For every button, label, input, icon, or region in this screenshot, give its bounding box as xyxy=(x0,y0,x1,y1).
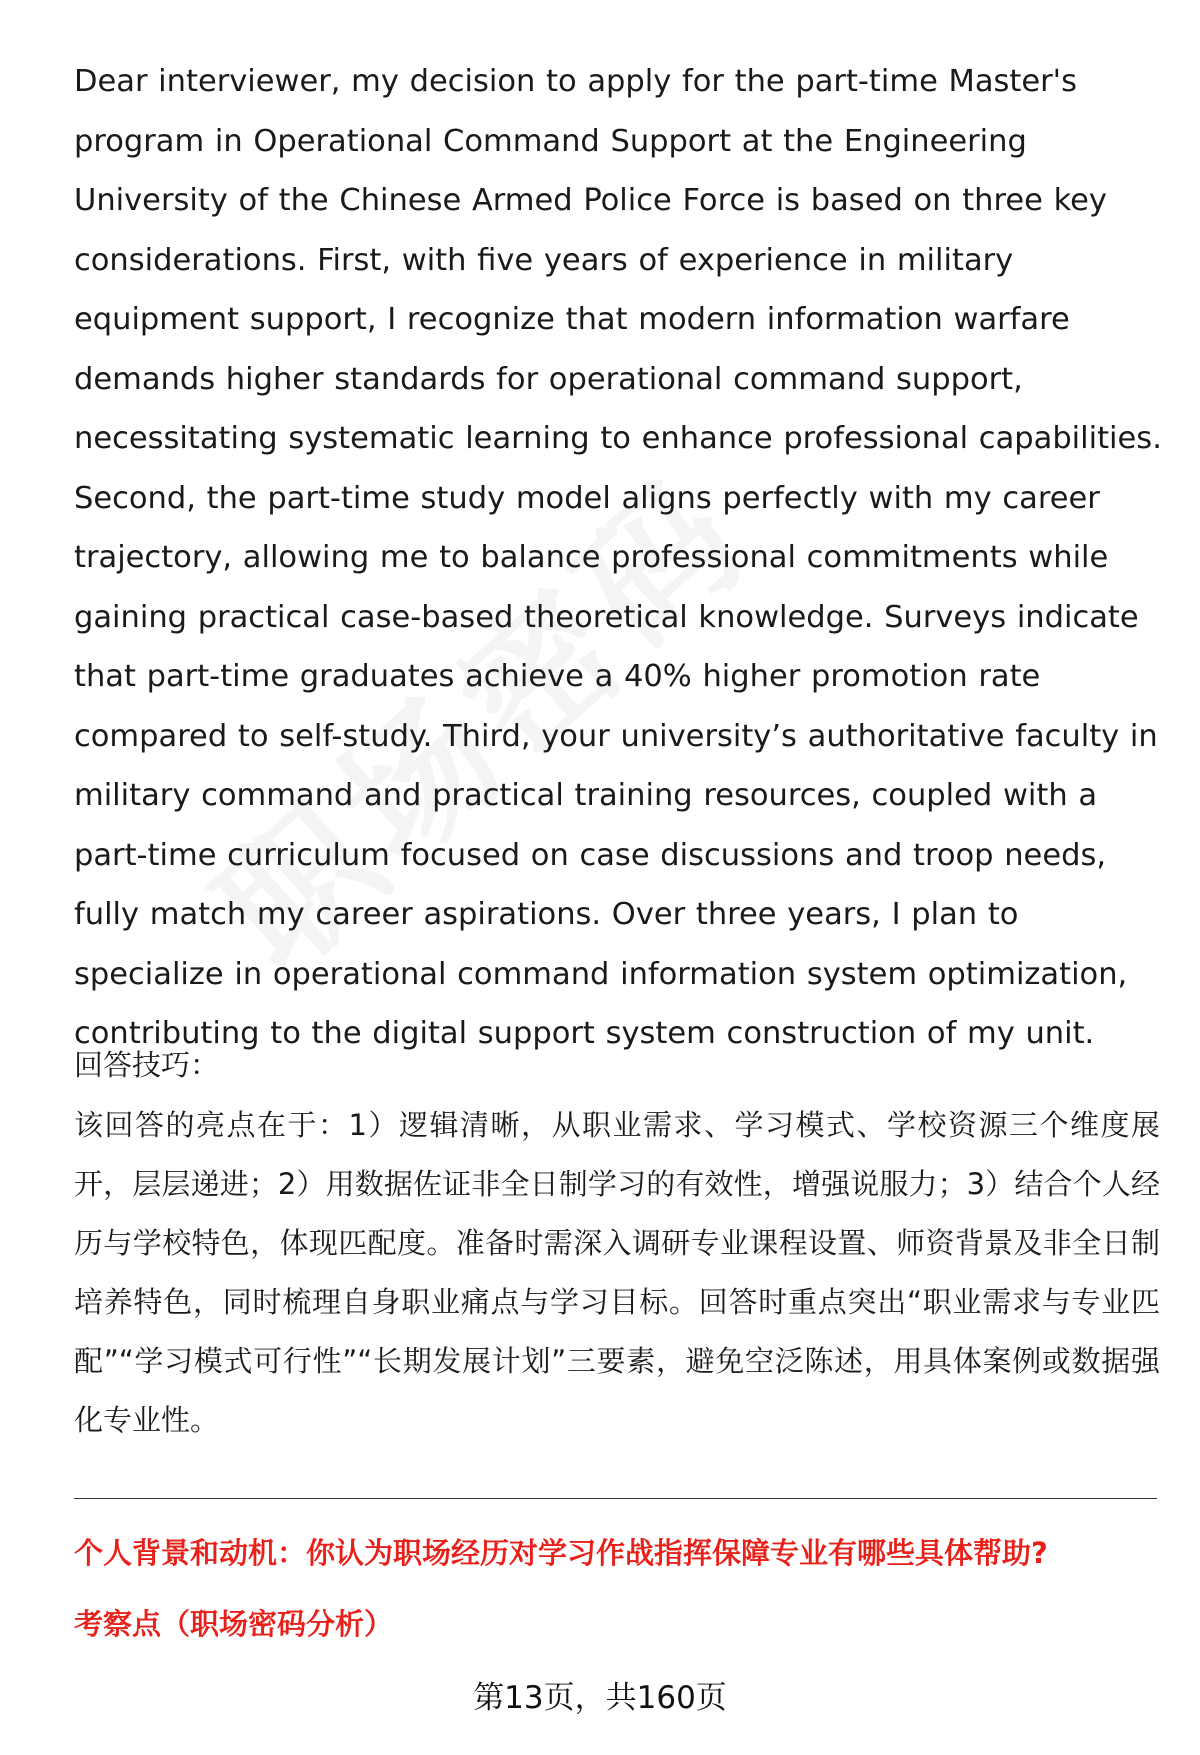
answer-paragraph: Dear interviewer, my decision to apply for the part-time Master's program in Operational Command Support at the Engineering University of the Chinese Armed Police Force is based on three key considerations. First, with five years of experience in military equipment support, I recognize that modern information warfare demands higher standards for operational command support, necessitating systematic learning to enhance professional capabilities. Second, the part-time study model aligns perfectly with my career trajectory, allowing me to balance professional commitments while gaining practical case-based theoretical knowledge. Surveys indicate that part-time graduates achieve a 40% higher promotion rate compared to self-study. Third, your university’s authoritative faculty in military command and practical training resources, coupled with a part-time curriculum focused on case discussions and troop needs, fully match my career aspirations. Over three years, I plan to specialize in operational command information system optimization, contributing to the digital support system construction of my unit. xyxy=(74,64,1162,1051)
tips-heading: 回答技巧： xyxy=(74,1048,220,1082)
page-number: 第13页，共160页 xyxy=(473,1680,727,1716)
section-divider xyxy=(74,1498,1157,1499)
tips-paragraph: 该回答的亮点在于：1）逻辑清晰，从职业需求、学习模式、学校资源三个维度展开，层层递进；2）用数据佐证非全日制学习的有效性，增强说服力；3）结合个人经历与学校特色，体现匹配度。准备时需深入调研专业课程设置、师资背景及非全日制培养特色，同时梳理自身职业痛点与学习目标。回答时重点突出“职业需求与专业匹配”“学习模式可行性”“长期发展计划”三要素，避免空泛陈述，用具体案例或数据强化专业性。 xyxy=(74,1108,1160,1437)
next-question-heading: 个人背景和动机：你认为职场经历对学习作战指挥保障专业有哪些具体帮助? xyxy=(74,1536,1048,1570)
focus-point-heading: 考察点（职场密码分析） xyxy=(74,1607,394,1641)
